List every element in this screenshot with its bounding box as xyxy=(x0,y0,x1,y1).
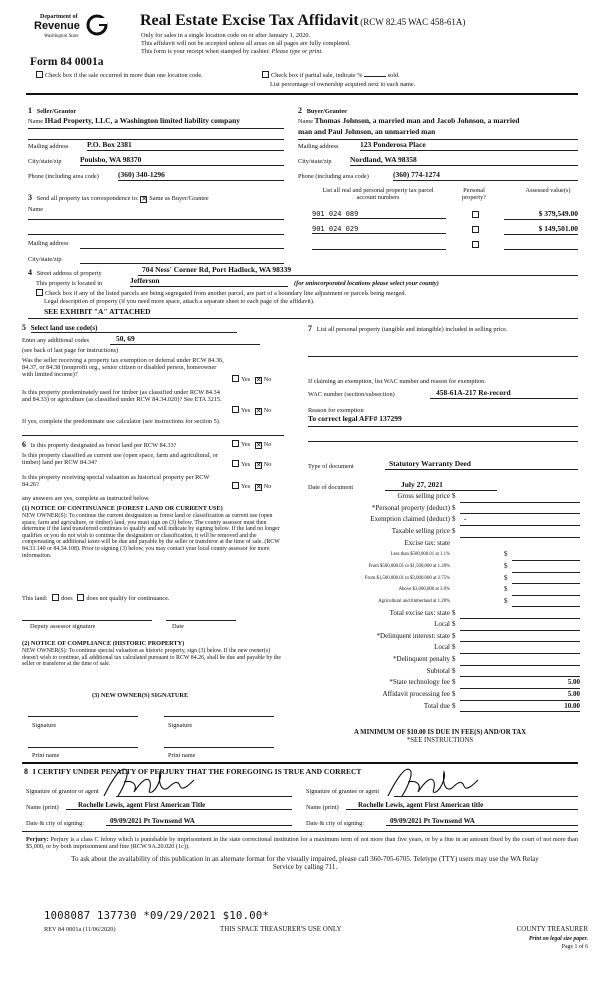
header-note1: Only for sales in a single location code on or after January 1, 2020. xyxy=(141,32,311,39)
dept-line1: Department of xyxy=(40,14,78,20)
forest-q2-answers[interactable] xyxy=(232,460,271,469)
tax-row xyxy=(300,491,580,503)
perjury-body: Perjury is a class C felony which is punishable by imprisonment in the state correctional institution for a maximum term of not more than five years, or by a fine in an amount fixed by the court of not more than $5,000, or by both imprisonment and fine (RCW 9A.20.020 (1c)). xyxy=(26,836,578,851)
tax-row-value[interactable] xyxy=(512,585,580,596)
certify-num: 8 xyxy=(24,767,28,776)
yes-checkbox[interactable] xyxy=(232,406,239,413)
personal-num: 7 xyxy=(308,324,312,333)
property-num: 4 xyxy=(28,268,32,277)
buyer-name2[interactable]: man and Paul Johnson, an unmarried man xyxy=(298,127,436,136)
seller-name-label: Name xyxy=(28,118,44,125)
this-land-row xyxy=(22,594,169,602)
dollar-sign: $ xyxy=(452,666,456,675)
rev-number: REV 84 0001a (11/06/2020) xyxy=(44,926,116,933)
dollar-sign: $ xyxy=(452,655,456,664)
doc-type-label: Type of document xyxy=(308,463,354,470)
tax-row-value[interactable] xyxy=(460,655,580,666)
tax-row xyxy=(300,631,580,643)
tax-row-value[interactable]: 5.00 xyxy=(460,678,580,689)
see-instructions-note: *SEE INSTRUCTIONS xyxy=(406,737,474,744)
no-checkbox[interactable]: ✕ xyxy=(255,461,262,469)
rule xyxy=(28,139,284,140)
no-label: No xyxy=(263,441,272,448)
rule xyxy=(28,234,284,235)
yes-checkbox[interactable] xyxy=(232,375,239,382)
new-owner-heading: (3) NEW OWNER(S) SIGNATURE xyxy=(92,692,189,699)
tax-row-label: Agricultural and timberland at 1.28% xyxy=(378,598,450,604)
print-name-label: Print name xyxy=(168,752,196,759)
rule xyxy=(22,435,284,436)
dollar-sign: $ xyxy=(452,503,456,512)
grantee-date[interactable]: 09/09/2021 Pt Townsend WA xyxy=(386,817,578,826)
yes-label: Yes xyxy=(241,407,251,414)
grantor-date-label: Date & city of signing: xyxy=(26,820,85,827)
certify-text: I CERTIFY UNDER PENALTY OF PERJURY THAT THE FOREGOING IS TRUE AND CORRECT xyxy=(32,767,362,776)
deputy-date-label: Date xyxy=(172,623,184,630)
header-note3-italic: Please type or print. xyxy=(271,48,323,55)
same-as-buyer-label: Same as Buyer/Grantee xyxy=(149,195,209,202)
tax-row-value[interactable]: 10.00 xyxy=(460,702,580,713)
segregation-label: Check box if any of the listed parcels are being segregated from another parcel, are part of a boundary line adjustment or parcels being merged. xyxy=(45,290,407,297)
corr-name-label: Name xyxy=(28,206,44,213)
buyer-mailing-label: Mailing address xyxy=(298,143,339,150)
this-land-label: This land: xyxy=(22,595,48,602)
cashier-stamp: 1008087 137730 *09/29/2021 $10.00* xyxy=(44,910,270,922)
reason-label: Reason for exemption xyxy=(308,407,364,414)
no-checkbox[interactable]: ✕ xyxy=(255,376,262,384)
tax-row xyxy=(300,701,580,713)
tax-row xyxy=(300,584,580,596)
segregation-check[interactable] xyxy=(36,289,406,297)
partial-sale-check[interactable] xyxy=(262,71,400,79)
q1-answers[interactable] xyxy=(232,375,271,384)
street-address[interactable]: 704 Ness' Corner Rd, Port Hadlock, WA 98339 xyxy=(138,266,578,276)
form-title xyxy=(140,12,465,30)
tax-row-label: Subtotal xyxy=(426,666,450,675)
deputy-label: Deputy assessor signature xyxy=(30,623,96,630)
timber-question: Is this property predominately used for timber (as classified under RCW 84.34 and 84.33) or agriculture (as classified under RCW 84.34.020)? See ETA 3215. xyxy=(22,389,222,404)
perjury-text xyxy=(26,836,578,850)
perjury-label: Perjury: xyxy=(26,836,49,843)
divider xyxy=(22,831,578,832)
rule xyxy=(166,620,236,621)
tax-row-label: Above $3,000,000 at 3.0% xyxy=(398,587,450,593)
rule xyxy=(164,716,274,717)
multi-location-label: Check box if the sale occurred in more than one location code. xyxy=(45,72,203,79)
rule xyxy=(28,716,138,717)
grantor-sig-label: Signature of grantor or agent xyxy=(26,788,99,795)
buyer-name1[interactable]: Thomas Johnson, a married man and Jacob Johnson, a married xyxy=(314,116,520,125)
buyer-mailing[interactable]: 123 Ponderosa Place xyxy=(360,141,578,151)
rule xyxy=(80,248,284,249)
tax-row-label: Total due xyxy=(423,701,450,710)
additional-codes-label: Enter any additional codes xyxy=(22,337,89,344)
street-row xyxy=(28,268,102,277)
buyer-name-row xyxy=(298,117,519,126)
yes-checkbox[interactable] xyxy=(232,440,239,447)
checkbox[interactable] xyxy=(36,289,43,296)
seller-name-row xyxy=(28,117,240,126)
dollar-sign: $ xyxy=(504,585,508,594)
land-use-row xyxy=(22,323,237,333)
see-back-note: (see back of last page for instructions) xyxy=(22,347,119,354)
dollar-sign: $ xyxy=(452,620,456,629)
form-number: Form 84 0001a xyxy=(30,56,104,68)
tax-row-value[interactable] xyxy=(460,667,580,678)
buyer-phone[interactable]: (360) 774-1274 xyxy=(393,171,578,181)
tax-row xyxy=(300,666,580,678)
tax-row xyxy=(300,654,580,666)
dollar-sign: $ xyxy=(452,678,456,687)
rule xyxy=(164,747,274,748)
tax-row-label: Local xyxy=(434,620,450,629)
doc-type[interactable]: Statutory Warranty Deed xyxy=(385,460,578,470)
rule xyxy=(298,139,578,140)
parcel-value[interactable]: $ 149,501.00 xyxy=(504,225,578,235)
tax-row xyxy=(300,561,580,573)
tax-row-value[interactable] xyxy=(460,620,580,631)
forest-q3-answers[interactable] xyxy=(232,482,271,491)
tax-row xyxy=(300,503,580,515)
wac-number[interactable]: 458-61A-217 Re-record xyxy=(430,389,578,399)
partial-sale-label: Check box if partial sale, indicate % xyxy=(271,72,363,79)
correspondence-num: 3 xyxy=(28,193,32,202)
compliance-heading: (2) NOTICE OF COMPLIANCE (HISTORIC PROPERTY) xyxy=(22,640,185,647)
grantor-name-label: Name (print) xyxy=(26,804,59,811)
yes-label: Yes xyxy=(241,441,251,448)
seller-mailing-label: Mailing address xyxy=(28,143,69,150)
seller-phone-label: Phone (including area code) xyxy=(28,173,99,180)
dollar-sign: $ xyxy=(504,550,508,559)
dept-line3: Washington State xyxy=(44,34,79,39)
dor-logo xyxy=(28,14,112,52)
correspondence-row xyxy=(28,193,209,203)
grantor-date[interactable]: 09/09/2021 Pt Townsend WA xyxy=(106,817,292,826)
seller-heading-text: Seller/Grantor xyxy=(36,108,77,115)
continuance-heading: (1) NOTICE OF CONTINUANCE (FOREST LAND OR CURRENT USE) xyxy=(22,505,223,512)
wac-label: WAC number (section/subsection) xyxy=(308,391,395,398)
tax-row-value[interactable] xyxy=(460,527,580,538)
sig-label: Signature xyxy=(32,722,57,729)
tax-row-label: Exemption claimed (deduct) xyxy=(370,515,450,524)
buyer-heading-text: Buyer/Grantee xyxy=(306,108,347,115)
rule xyxy=(28,219,284,220)
does-not-checkbox[interactable] xyxy=(77,594,84,601)
sig-label: Signature xyxy=(168,722,193,729)
buyer-num: 2 xyxy=(298,106,302,115)
additional-codes[interactable]: 50, 69 xyxy=(110,335,260,345)
claim-exemption-label: If claiming an exemption, list WAC number and reason for exemption. xyxy=(308,378,486,385)
forest-q2: Is this property classified as current use (open space, farm and agricultural, or timber) land per RCW 84.34? xyxy=(22,452,218,467)
dollar-sign: $ xyxy=(504,561,508,570)
seller-city-label: City/state/zip xyxy=(28,158,62,165)
tax-row-label: Excise tax: state xyxy=(404,538,450,547)
exemption-reason[interactable]: To correct legal AFF# 137299 xyxy=(308,414,402,423)
personal-property-row xyxy=(308,324,568,333)
parcel-blank-line xyxy=(312,249,446,250)
seller-phone[interactable]: (360) 340-1296 xyxy=(118,171,284,181)
dollar-sign: $ xyxy=(452,608,456,617)
no-checkbox[interactable]: ✕ xyxy=(255,407,262,415)
forest-row xyxy=(22,440,176,449)
parcel-number[interactable]: 901 024 029 xyxy=(312,225,446,234)
county-note: (for unincorporated locations please select your county) xyxy=(294,280,439,287)
q2-answers[interactable] xyxy=(232,406,271,415)
dollar-sign: $ xyxy=(452,526,456,535)
checkbox[interactable] xyxy=(36,71,43,78)
alt-format-note: To ask about the availability of this publication in an alternate format for the visually impaired, please call 360-705-6705. Teletype (TTY) users may use the WA Relay Service by calling 711. xyxy=(71,855,539,872)
tax-row-label: *Personal property (deduct) xyxy=(371,503,450,512)
dollar-sign: $ xyxy=(452,515,456,524)
continuance-body: NEW OWNER(S): To continue the current designation as forest land or classification as current use (open space, farm and agriculture, or timber) land, you must sign on (3) below. The county assessor must then determine if the land transferred continues to qualify and will indicate by signing below. If the land no longer qualifies or you do not wish to continue the designation or classification, it will be removed and the compensating or additional taxes will be due and payable by the seller or transferor at the time of sale. (RCW 84.33.140 or 84.34.108). Prior to signing (3) below, you may contact your local county assessor for more information. xyxy=(22,513,280,559)
doc-date[interactable]: July 27, 2021 xyxy=(385,481,497,491)
print-name-label: Print name xyxy=(32,752,60,759)
correspondence-label: Send all property tax correspondence to: xyxy=(36,195,139,202)
no-label: No xyxy=(263,483,272,490)
street-label: Street address of property xyxy=(36,270,102,277)
tax-row-label: Total excise tax: state xyxy=(389,608,450,617)
tax-row xyxy=(300,596,580,608)
rule xyxy=(28,747,138,748)
corr-mailing-label: Mailing address xyxy=(28,240,69,247)
tax-row xyxy=(300,549,580,561)
grantee-signature[interactable] xyxy=(380,762,510,802)
does-checkbox[interactable] xyxy=(52,594,59,601)
header-note3 xyxy=(141,48,323,55)
grantee-date-label: Date & city of signing: xyxy=(306,820,365,827)
land-use-select[interactable]: Select land use code(s) xyxy=(31,324,237,333)
dollar-sign: $ xyxy=(504,596,508,605)
forest-q3: Is this property receiving special valuation as historical property per RCW 84.26? xyxy=(22,474,210,489)
tax-row-label: Less than $500,000.01 at 1.1% xyxy=(390,552,450,558)
legal-desc-label: Legal description of property (if you need more space, attach a separate sheet to each page of the affidavit). xyxy=(44,298,315,305)
no-checkbox[interactable]: ✕ xyxy=(255,441,262,449)
forest-q1: Is this property designated as forest land per RCW 84.33? xyxy=(30,442,177,449)
seller-city[interactable]: Poulsbo, WA 98370 xyxy=(80,156,284,166)
grantee-sig-label: Signature of grantee or agent xyxy=(306,788,380,795)
tax-row-value[interactable] xyxy=(460,504,580,515)
dollar-sign: $ xyxy=(452,631,456,640)
dollar-sign: $ xyxy=(452,701,456,710)
grantor-name[interactable]: Rochelle Lewis, agent First American Title xyxy=(66,801,292,810)
rule xyxy=(22,620,152,621)
tax-row xyxy=(300,689,580,701)
checkbox[interactable] xyxy=(262,71,269,78)
divider xyxy=(26,93,578,95)
parcels-header-value: Assessed value(s) xyxy=(525,187,571,194)
exemption-question: Was the seller receiving a property tax exemption or deferral under RCW 84.36, 84.37, or 84.38 (nonprofit org., senior citizen or disabled person, homeowner with limited income)? xyxy=(22,357,224,379)
grantee-name[interactable]: Rochelle Lewis, agent First American title xyxy=(346,801,578,810)
parcels-header-numbers: List all real and personal property tax parcel account numbers xyxy=(322,187,434,202)
buyer-phone-label: Phone (including area code) xyxy=(298,173,369,180)
rule xyxy=(80,263,284,264)
grantee-name-label: Name (print) xyxy=(306,804,339,811)
no-checkbox[interactable]: ✕ xyxy=(255,483,262,491)
dollar-sign: $ xyxy=(452,492,456,500)
forest-q1-answers[interactable] xyxy=(232,440,271,449)
land-use-num: 5 xyxy=(22,323,26,332)
corr-city-label: City/state/zip xyxy=(28,256,62,263)
tax-row-label: From $500,000.01 to $1,500,000 at 1.28% xyxy=(368,563,450,569)
tax-row xyxy=(300,619,580,631)
same-as-buyer-checkbox[interactable]: ✕ xyxy=(141,195,148,203)
buyer-city-label: City/state/zip xyxy=(298,158,332,165)
no-label: No xyxy=(263,376,272,383)
seller-name[interactable]: IHad Property, LLC, a Washington limited liability company xyxy=(44,116,240,125)
tax-row-label: *State technology fee xyxy=(389,678,450,687)
does-not-label: does not qualify for continuance. xyxy=(86,595,170,602)
buyer-name-label: Name xyxy=(298,118,314,125)
partial-sold-label: sold. xyxy=(387,72,400,79)
tax-row xyxy=(300,538,580,550)
any-yes-note: any answers are yes, complete as instructed below. xyxy=(22,495,150,502)
tax-row-label: *Delinquent interest: state xyxy=(376,631,450,640)
seller-num: 1 xyxy=(28,106,32,115)
tax-row xyxy=(300,526,580,538)
personal-property-checkbox[interactable] xyxy=(472,241,479,248)
tax-row-label: Affidavit processing fee xyxy=(382,690,450,699)
tax-row xyxy=(300,608,580,620)
parcel-number[interactable]: 901 024 089 xyxy=(312,210,446,219)
parcel-blank-line xyxy=(504,249,578,250)
no-label: No xyxy=(263,461,272,468)
yes-label: Yes xyxy=(241,376,251,383)
forest-num: 6 xyxy=(22,440,26,449)
tax-row-value[interactable] xyxy=(512,562,580,573)
yes-checkbox[interactable] xyxy=(232,460,239,467)
grantor-signature[interactable] xyxy=(96,762,226,802)
tax-row-value[interactable] xyxy=(460,492,580,503)
tax-row-value[interactable] xyxy=(512,574,580,585)
partial-list-note: List percentage of ownership acquired next to each name. xyxy=(270,81,416,88)
tax-row-label: *Delinquent penalty xyxy=(393,655,450,664)
tax-row-label: Taxable selling price xyxy=(391,526,450,535)
yes-label: Yes xyxy=(241,461,251,468)
doc-date-label: Date of document xyxy=(308,484,354,491)
treasurer-space: THIS SPACE TREASURER'S USE ONLY xyxy=(220,925,342,933)
no-label: No xyxy=(263,407,272,414)
tax-row-label: Local xyxy=(434,643,450,652)
dept-line2: Revenue xyxy=(34,20,80,32)
tax-row-label: From $1,500,000.01 to $3,000,000 at 2.75% xyxy=(364,575,450,581)
legal-paper-note: Print on legal size paper. xyxy=(528,936,588,942)
yes-checkbox[interactable] xyxy=(232,482,239,489)
compliance-body: NEW OWNER(S): To continue special valuation as historic property, sign (3) below. If the new owner(s) doesn't wish to continue, all additional tax calculated pursuant to RCW 84.26, shall be due and payable by the seller or transferor at the time of sale. xyxy=(22,648,281,668)
tax-row xyxy=(300,514,580,526)
tax-row-value[interactable] xyxy=(460,643,580,654)
rule xyxy=(308,426,578,427)
parcel-value[interactable]: $ 379,549.00 xyxy=(504,210,578,220)
rule xyxy=(28,128,284,129)
yes-label: Yes xyxy=(241,483,251,490)
buyer-city[interactable]: Nordland, WA 98358 xyxy=(350,156,578,166)
dollar-sign: $ xyxy=(452,690,456,699)
seller-mailing[interactable]: P.O. Box 2381 xyxy=(87,141,284,151)
county-treasurer: COUNTY TREASURER xyxy=(516,925,588,933)
tax-row-label: Gross selling price xyxy=(397,492,450,500)
buyer-heading xyxy=(298,106,347,115)
tax-row-value[interactable]: - xyxy=(460,515,580,526)
tax-row xyxy=(300,642,580,654)
rule xyxy=(308,356,578,357)
partial-percent-field[interactable] xyxy=(364,76,386,77)
title-text: Real Estate Excise Tax Affidavit xyxy=(140,12,359,29)
parcels-header-personal: Personal property? xyxy=(461,187,487,202)
multi-location-check[interactable] xyxy=(36,71,203,79)
page-number: Page 1 of 6 xyxy=(561,944,588,950)
exhibit-note[interactable]: SEE EXHIBIT "A" ATTACHED xyxy=(44,307,151,316)
personal-label: List all personal property (tangible and intangible) included in selling price. xyxy=(316,326,508,333)
title-ref: (RCW 82.45 WAC 458-61A) xyxy=(360,17,466,27)
dor-logo-icon xyxy=(86,14,108,36)
tax-row-value[interactable]: 5.00 xyxy=(460,690,580,701)
located-label: This property is located in xyxy=(36,280,103,287)
does-label: does xyxy=(61,595,73,602)
seller-heading xyxy=(28,106,76,115)
tax-row-value[interactable] xyxy=(460,632,580,643)
tax-row xyxy=(300,677,580,689)
personal-property-checkbox[interactable] xyxy=(472,211,479,218)
tax-row-value[interactable] xyxy=(512,597,580,608)
dollar-sign: $ xyxy=(504,573,508,582)
tax-row-value[interactable] xyxy=(460,609,580,620)
tax-row xyxy=(300,573,580,585)
dollar-sign: $ xyxy=(452,643,456,652)
county-select[interactable]: Jefferson xyxy=(130,277,288,287)
minimum-due-note: A MINIMUM OF $10.00 IS DUE IN FEE(S) AND/OR TAX xyxy=(353,729,527,736)
rule xyxy=(308,441,578,442)
tax-row-value[interactable] xyxy=(512,550,580,561)
header-note2: This affidavit will not be accepted unless all areas on all pages are fully completed. xyxy=(141,40,351,47)
calculator-note: If yes, complete the predominate use calculator (see instructions for section 5). xyxy=(22,418,221,425)
header-note3-text: This form is your receipt when stamped by cashier. xyxy=(141,48,270,55)
rule xyxy=(28,318,578,319)
personal-property-checkbox[interactable] xyxy=(472,226,479,233)
